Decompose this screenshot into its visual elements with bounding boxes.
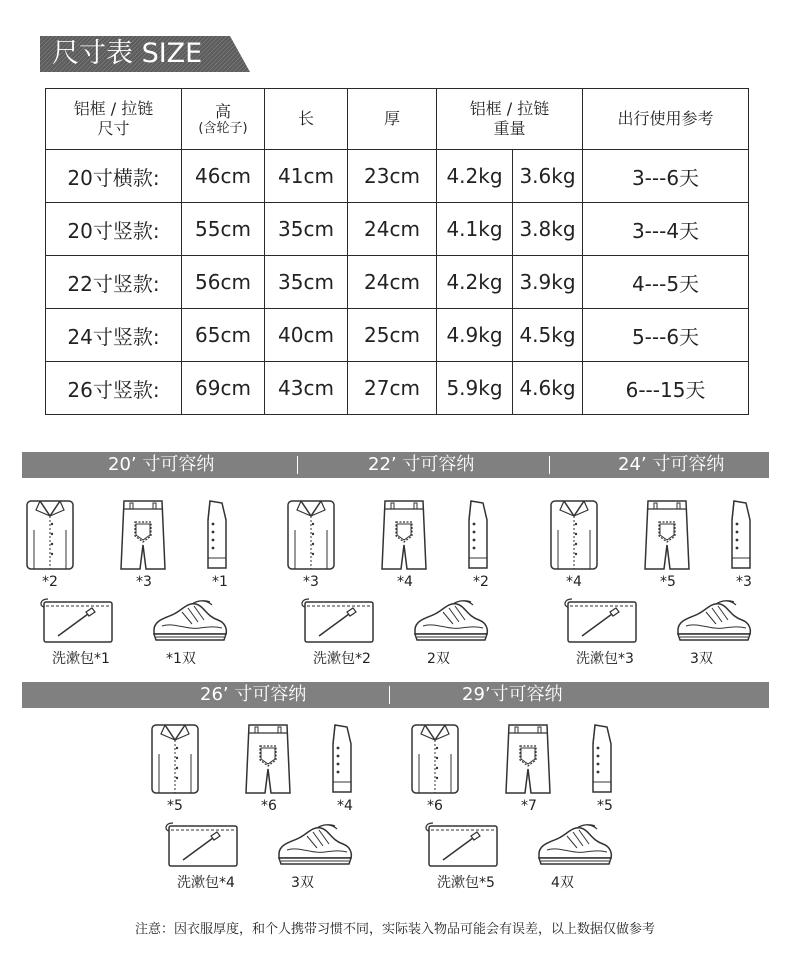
bar-divider <box>297 456 298 474</box>
sneaker-icon <box>413 600 489 642</box>
jacket-icon <box>726 500 752 570</box>
cell-model: 20寸横款: <box>46 150 182 203</box>
cell-height: 56cm <box>182 256 265 309</box>
toiletry-bag-icon <box>163 822 239 868</box>
cell-length: 43cm <box>265 362 348 415</box>
shoes-count: 4双 <box>551 875 574 891</box>
cell-model: 26寸竖款: <box>46 362 182 415</box>
capacity-label-29: 29’寸可容纳 <box>462 684 563 705</box>
pants-count: *3 <box>136 574 152 590</box>
shirt-count: *5 <box>167 798 183 814</box>
size-chart-title-banner <box>40 36 250 72</box>
bar-divider <box>549 456 550 474</box>
header-model: 铝框 / 拉链 尺寸 <box>46 89 182 150</box>
cell-days: 4---5天 <box>583 256 749 309</box>
cell-length: 41cm <box>265 150 348 203</box>
table-row <box>46 309 749 362</box>
jacket-count: *4 <box>337 798 353 814</box>
cell-model: 24寸竖款: <box>46 309 182 362</box>
cell-days: 6---15天 <box>583 362 749 415</box>
toiletry-bag-count: 洗漱包*4 <box>177 875 235 891</box>
footnote: 注意：因衣服厚度，和个人携带习惯不同，实际装入物品可能会有误差，以上数据仅做参考 <box>134 922 655 937</box>
sneaker-icon <box>676 600 752 642</box>
capacity-bar-bottom <box>22 682 769 708</box>
capacity-label-20: 20’ 寸可容纳 <box>108 454 215 475</box>
shirt-count: *2 <box>42 574 58 590</box>
cell-weight-zipper: 3.9kg <box>513 256 583 309</box>
toiletry-bag-count: 洗漱包*3 <box>576 651 634 667</box>
cell-thickness: 24cm <box>348 203 437 256</box>
pants-count: *4 <box>397 574 413 590</box>
bar-divider <box>389 686 390 704</box>
header-travel-reference: 出行使用参考 <box>583 89 749 150</box>
jacket-icon <box>587 724 613 794</box>
shoes-count: 2双 <box>427 651 450 667</box>
cell-days: 3---4天 <box>583 203 749 256</box>
shirt-icon <box>287 500 335 570</box>
cell-height: 65cm <box>182 309 265 362</box>
cell-length: 40cm <box>265 309 348 362</box>
pants-icon <box>245 724 291 794</box>
cell-thickness: 27cm <box>348 362 437 415</box>
header-thickness: 厚 <box>348 89 437 150</box>
cell-height: 46cm <box>182 150 265 203</box>
cell-weight-zipper: 4.6kg <box>513 362 583 415</box>
pants-count: *6 <box>261 798 277 814</box>
toiletry-bag-icon <box>423 822 499 868</box>
cell-thickness: 25cm <box>348 309 437 362</box>
jacket-icon <box>463 500 489 570</box>
cell-weight-aluminum: 5.9kg <box>437 362 513 415</box>
shirt-icon <box>550 500 598 570</box>
table-header-row <box>46 89 749 150</box>
table-row <box>46 150 749 203</box>
table-row <box>46 362 749 415</box>
pants-count: *5 <box>660 574 676 590</box>
table-row <box>46 256 749 309</box>
shoes-count: *1双 <box>166 651 196 667</box>
shirt-icon <box>411 724 459 794</box>
cell-days: 3---6天 <box>583 150 749 203</box>
sneaker-icon <box>537 824 613 866</box>
shirt-count: *3 <box>303 574 319 590</box>
toiletry-bag-icon <box>299 598 375 644</box>
pants-icon <box>120 500 166 570</box>
jacket-icon <box>202 500 228 570</box>
cell-weight-zipper: 3.8kg <box>513 203 583 256</box>
shirt-count: *4 <box>566 574 582 590</box>
cell-height: 55cm <box>182 203 265 256</box>
sneaker-icon <box>152 600 228 642</box>
cell-length: 35cm <box>265 203 348 256</box>
header-length: 长 <box>265 89 348 150</box>
jacket-count: *2 <box>473 574 489 590</box>
cell-model: 22寸竖款: <box>46 256 182 309</box>
page-title: 尺寸表 SIZE <box>52 38 203 69</box>
cell-weight-aluminum: 4.2kg <box>437 150 513 203</box>
toiletry-bag-icon <box>562 598 638 644</box>
cell-weight-zipper: 3.6kg <box>513 150 583 203</box>
jacket-count: *5 <box>597 798 613 814</box>
pants-icon <box>381 500 427 570</box>
capacity-label-22: 22’ 寸可容纳 <box>368 454 475 475</box>
toiletry-bag-count: 洗漱包*1 <box>52 651 110 667</box>
jacket-icon <box>327 724 353 794</box>
capacity-label-24: 24’ 寸可容纳 <box>618 454 725 475</box>
cell-length: 35cm <box>265 256 348 309</box>
table-row <box>46 203 749 256</box>
cell-height: 69cm <box>182 362 265 415</box>
capacity-label-26: 26’ 寸可容纳 <box>200 684 307 705</box>
toiletry-bag-count: 洗漱包*2 <box>313 651 371 667</box>
cell-weight-zipper: 4.5kg <box>513 309 583 362</box>
toiletry-bag-icon <box>38 598 114 644</box>
toiletry-bag-count: 洗漱包*5 <box>437 875 495 891</box>
cell-weight-aluminum: 4.2kg <box>437 256 513 309</box>
shirt-icon <box>151 724 199 794</box>
cell-model: 20寸竖款: <box>46 203 182 256</box>
cell-weight-aluminum: 4.1kg <box>437 203 513 256</box>
pants-count: *7 <box>521 798 537 814</box>
cell-weight-aluminum: 4.9kg <box>437 309 513 362</box>
jacket-count: *3 <box>736 574 752 590</box>
jacket-count: *1 <box>212 574 228 590</box>
shirt-count: *6 <box>427 798 443 814</box>
capacity-bar-top <box>22 452 769 478</box>
size-table <box>45 88 749 415</box>
pants-icon <box>644 500 690 570</box>
shoes-count: 3双 <box>291 875 314 891</box>
shirt-icon <box>26 500 74 570</box>
cell-thickness: 23cm <box>348 150 437 203</box>
cell-days: 5---6天 <box>583 309 749 362</box>
header-height: 高 (含轮子) <box>182 89 265 150</box>
sneaker-icon <box>277 824 353 866</box>
pants-icon <box>505 724 551 794</box>
header-weight: 铝框 / 拉链 重量 <box>437 89 583 150</box>
cell-thickness: 24cm <box>348 256 437 309</box>
shoes-count: 3双 <box>690 651 713 667</box>
